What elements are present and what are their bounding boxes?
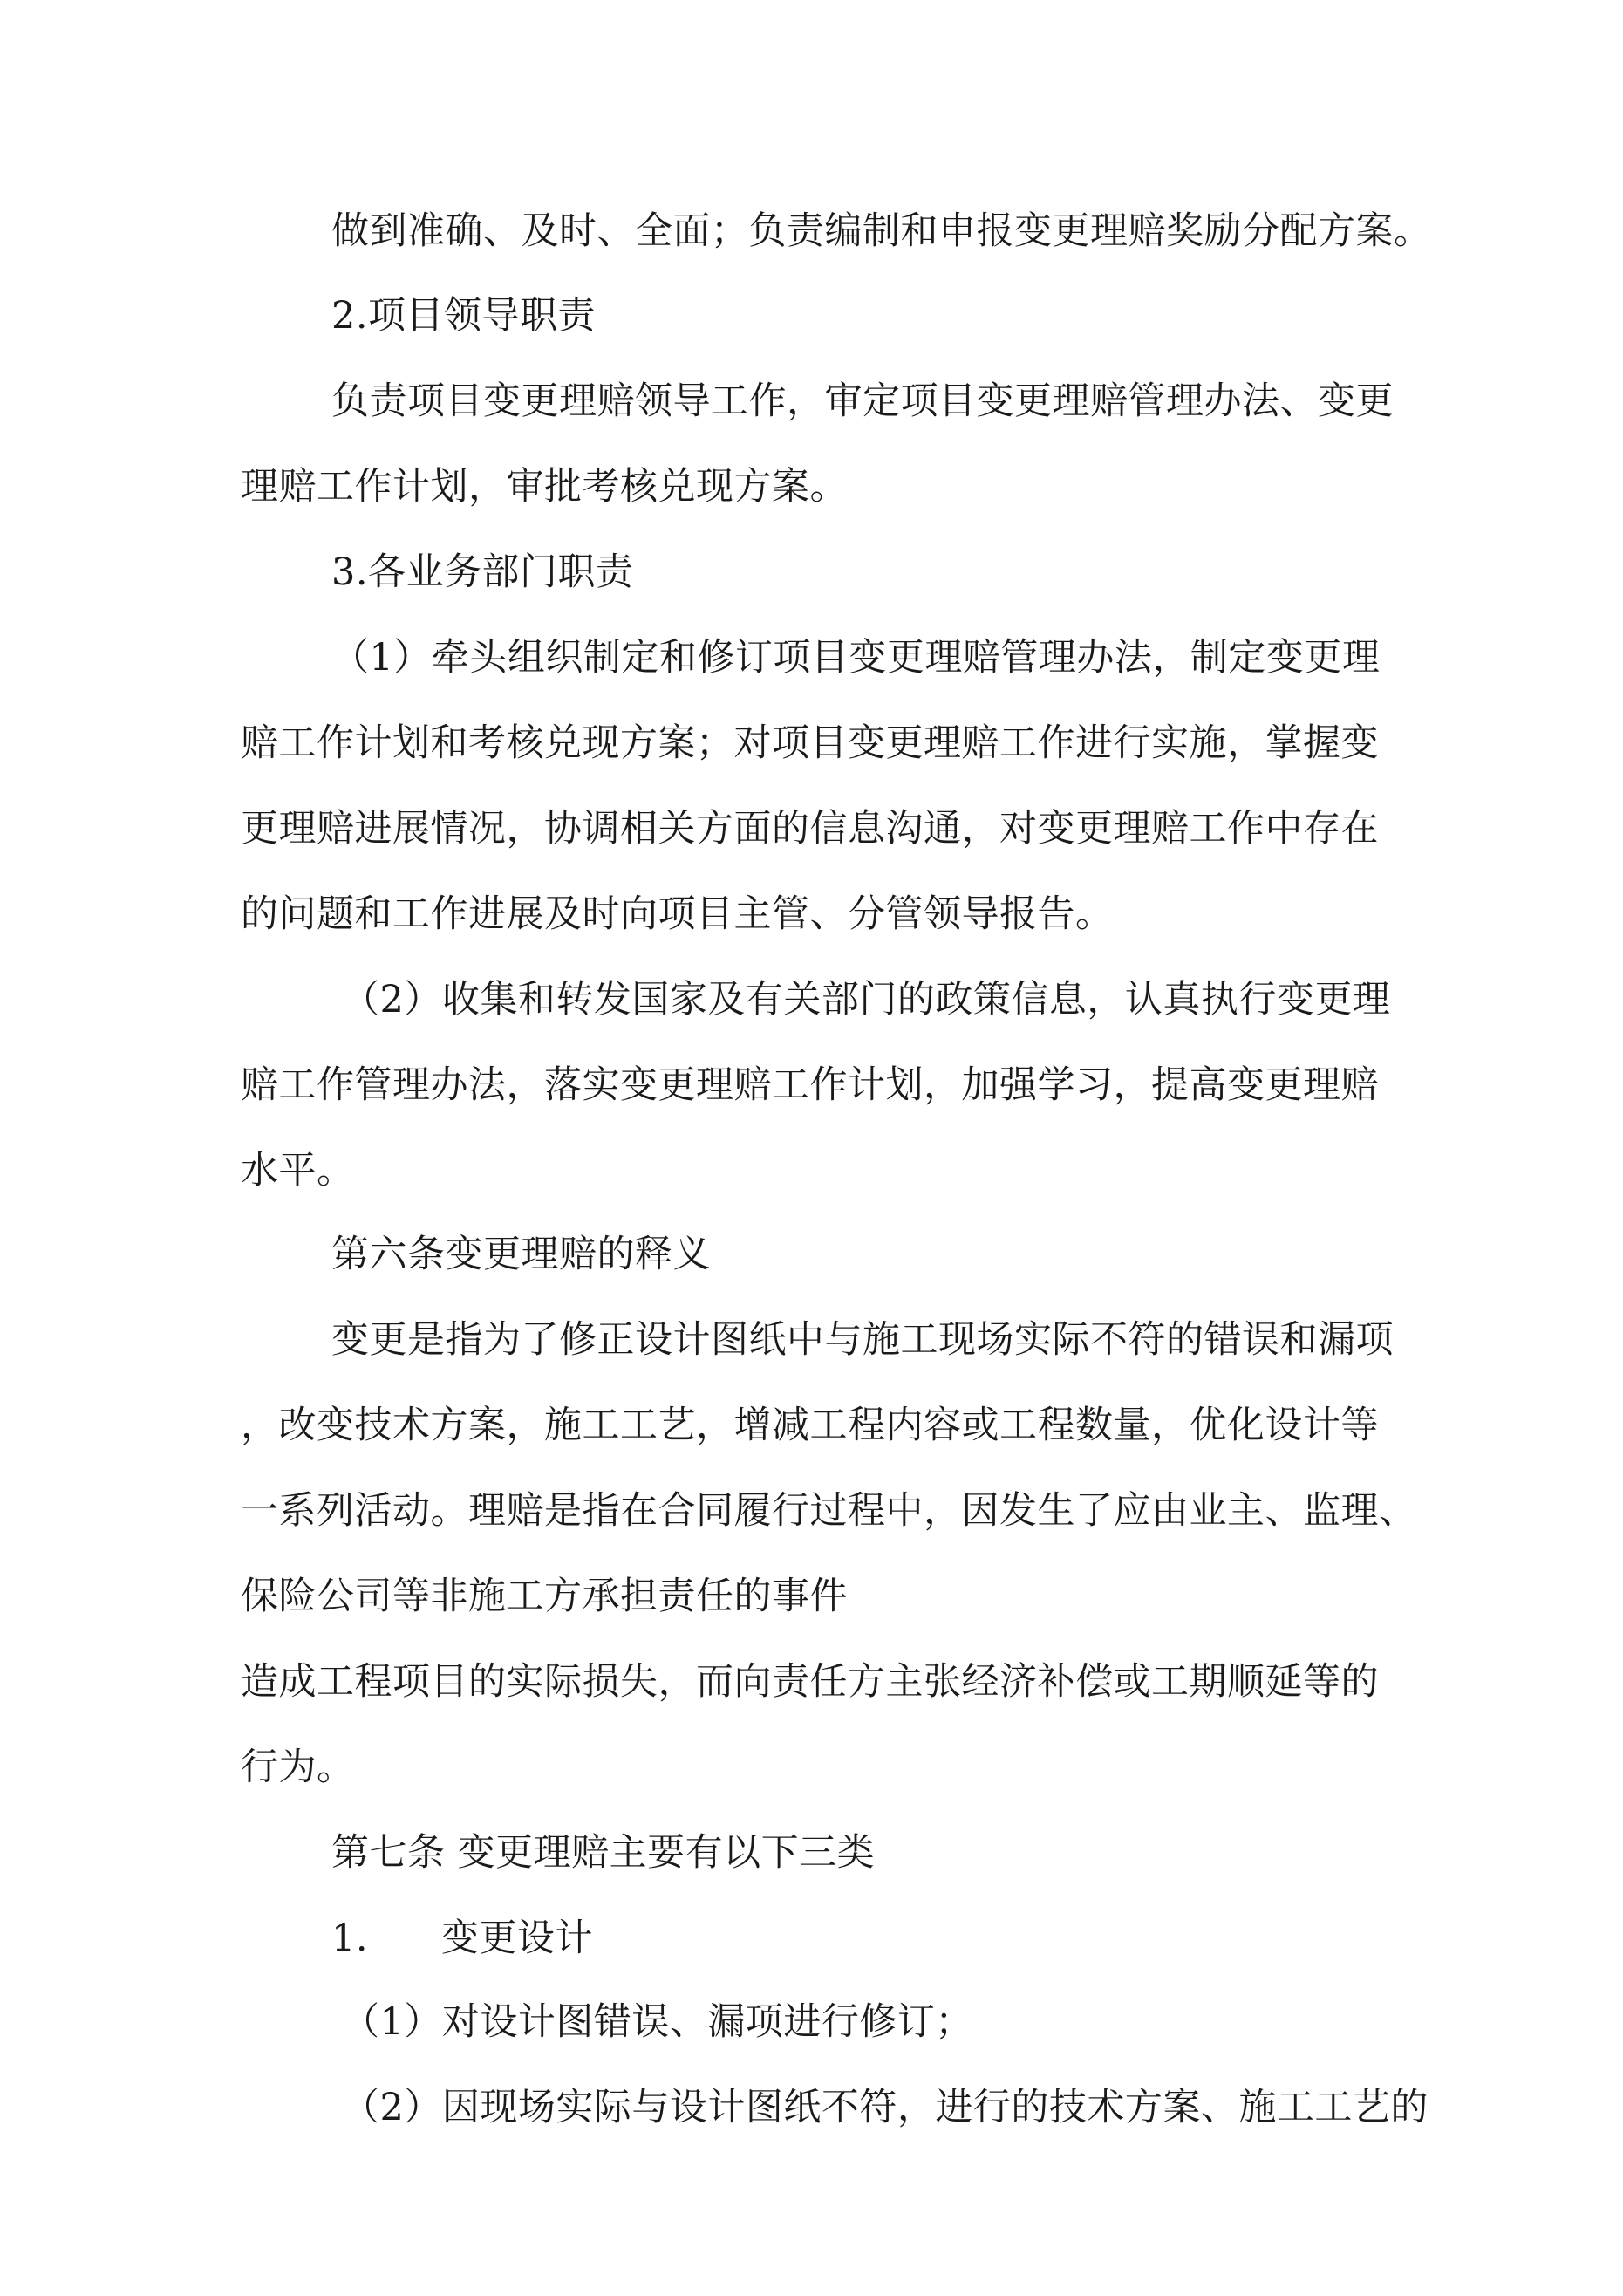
paragraph-line: 保险公司等非施工方承担责任的事件 bbox=[241, 1575, 848, 1618]
paragraph-line: 做到准确、及时、全面；负责编制和申报变更理赔奖励分配方案。 bbox=[331, 209, 1432, 253]
list-item-line: （2）收集和转发国家及有关部门的政策信息，认真执行变更理 bbox=[342, 978, 1391, 1022]
paragraph-line: ，改变技术方案，施工工艺，增减工程内容或工程数量，优化设计等 bbox=[241, 1404, 1379, 1447]
article-heading-six: 第六条变更理赔的释义 bbox=[331, 1233, 711, 1276]
paragraph-line: 造成工程项目的实际损失，而向责任方主张经济补偿或工期顺延等的 bbox=[241, 1660, 1379, 1704]
paragraph-line: 更理赔进展情况，协调相关方面的信息沟通，对变更理赔工作中存在 bbox=[241, 807, 1379, 851]
paragraph-line: 变更是指为了修正设计图纸中与施工现场实际不符的错误和漏项 bbox=[331, 1318, 1394, 1362]
paragraph-line: 负责项目变更理赔领导工作，审定项目变更理赔管理办法、变更 bbox=[331, 379, 1394, 423]
section-heading-project-leadership: 2.项目领导职责 bbox=[331, 294, 597, 338]
list-number: 1. bbox=[331, 1917, 369, 1960]
list-item-line: （2）因现场实际与设计图纸不符，进行的技术方案、施工工艺的 bbox=[342, 2086, 1429, 2129]
paragraph-line: 一系列活动。理赔是指在合同履行过程中，因发生了应由业主、监理、 bbox=[241, 1489, 1417, 1533]
section-heading-departments: 3.各业务部门职责 bbox=[331, 550, 634, 594]
list-item-line: （1）对设计图错误、漏项进行修订； bbox=[342, 2000, 973, 2044]
paragraph-line: 水平。 bbox=[241, 1149, 355, 1192]
article-heading-seven: 第七条 变更理赔主要有以下三类 bbox=[331, 1831, 876, 1875]
paragraph-line: 的问题和工作进展及时向项目主管、分管领导报告。 bbox=[241, 892, 1114, 936]
heading-text: 变更设计 bbox=[441, 1917, 593, 1960]
paragraph-line: 理赔工作计划，审批考核兑现方案。 bbox=[241, 465, 848, 509]
numbered-heading-design-change bbox=[331, 1912, 593, 1965]
paragraph-line: 赔工作管理办法，落实变更理赔工作计划，加强学习，提高变更理赔 bbox=[241, 1063, 1379, 1107]
list-item-line: （1）牵头组织制定和修订项目变更理赔管理办法，制定变更理 bbox=[331, 636, 1381, 680]
paragraph-line: 赔工作计划和考核兑现方案；对项目变更理赔工作进行实施，掌握变 bbox=[241, 721, 1379, 765]
paragraph-line: 行为。 bbox=[241, 1746, 355, 1789]
